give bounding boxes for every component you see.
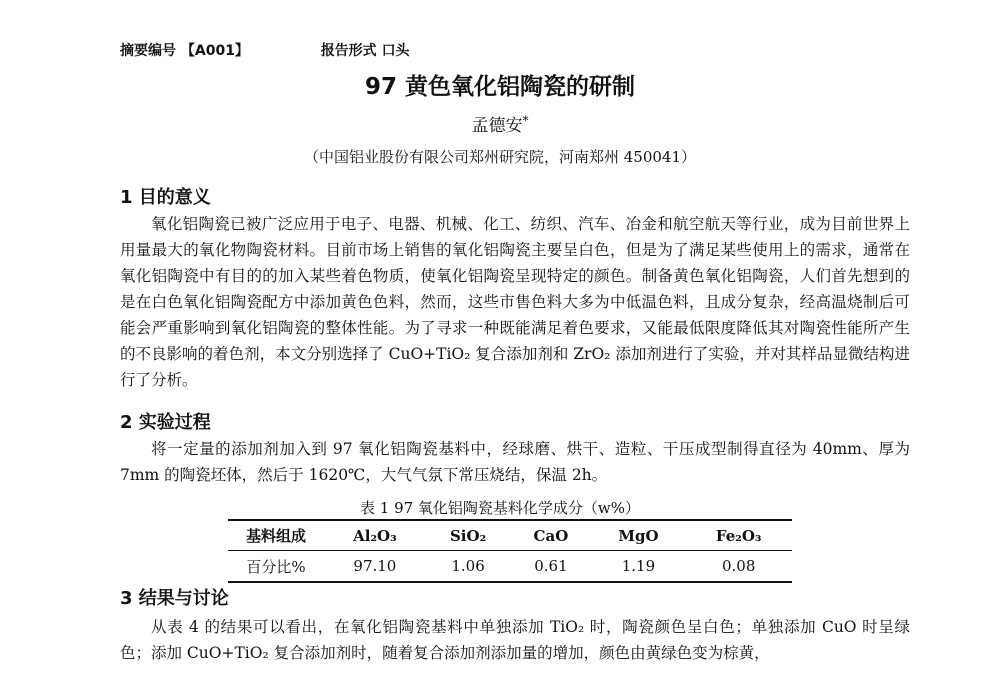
author-mark: * <box>522 113 529 128</box>
table-cell: 百分比% <box>246 557 306 576</box>
table-cell: 97.10 <box>353 557 397 575</box>
table-cell: 1.19 <box>621 557 656 575</box>
abstract-no-label: 摘要编号 <box>120 43 176 59</box>
table-header-cell: Al₂O₃ <box>324 520 426 551</box>
table-header-row <box>228 520 792 551</box>
author-name: 孟德安 <box>471 116 523 136</box>
table-1-caption: 表 1 97 氧化铝陶瓷基料化学成分（w%） <box>359 499 641 517</box>
header-meta <box>120 40 410 60</box>
table-header-cell: Fe₂O₃ <box>685 520 792 551</box>
table-row <box>228 551 792 583</box>
section-2-paragraph: 将一定量的添加剂加入到 97 氧化铝陶瓷基料中，经球磨、烘干、造粒、干压成型制得直径为 40mm、厚为 7mm 的陶瓷坯体，然后于 1620℃，大气气氛下常压烧结，保温 2h。 <box>120 440 910 484</box>
section-1-paragraph: 氧化铝陶瓷已被广泛应用于电子、电器、机械、化工、纺织、汽车、冶金和航空航天等行业，成为目前世界上用量最大的氧化物陶瓷材料。目前市场上销售的氧化铝陶瓷主要呈白色，但是为了满足某些使用上的需求，通常在氧化铝陶瓷中有目的的加入某些着色物质，使氧化铝陶瓷呈现特定的颜色。制备黄色氧化铝陶瓷，人们首先想到的是在白色氧化铝陶瓷配方中添加黄色色料，然而，这些市售色料大多为中低温色料，且成分复杂，经高温烧制后可能会严重影响到氧化铝陶瓷的整体性能。为了寻求一种既能满足着色要求，又能最低限度降低其对陶瓷性能所产生的不良影响的着色剂，本文分别选择了 CuO+TiO₂ 复合添加剂和 ZrO₂ 添加剂进行了实验，并对其样品显微结构进行了分析。 <box>120 215 910 389</box>
report-form-label: 报告形式 <box>320 43 377 59</box>
author <box>0 111 1000 136</box>
section-heading-2: 2 实验过程 <box>120 412 211 433</box>
section-heading-3: 3 结果与讨论 <box>120 588 229 609</box>
table-cell: 0.08 <box>722 557 756 575</box>
report-form: 口头 <box>381 43 410 59</box>
section-heading-1: 1 目的意义 <box>120 187 211 208</box>
section-3-paragraph: 从表 4 的结果可以看出，在氧化铝陶瓷基料中单独添加 TiO₂ 时，陶瓷颜色呈白色；单独添加 CuO 时呈绿色；添加 CuO+TiO₂ 复合添加剂时，随着复合添加剂添加量的增加，颜色由黄绿色变为棕黄， <box>120 618 910 662</box>
table-header-cell: 基料组成 <box>228 520 324 551</box>
table-cell: 1.06 <box>451 557 485 575</box>
table-cell: 0.61 <box>534 557 568 575</box>
table-header-cell: CaO <box>510 520 591 551</box>
table-header-cell: MgO <box>592 520 686 551</box>
paper-title: 97 黄色氧化铝陶瓷的研制 <box>364 74 635 100</box>
table-header-cell: SiO₂ <box>426 520 511 551</box>
affiliation: （中国铝业股份有限公司郑州研究院，河南郑州 450041） <box>303 148 697 166</box>
abstract-no: 【A001】 <box>180 43 249 59</box>
table-1 <box>228 519 792 583</box>
